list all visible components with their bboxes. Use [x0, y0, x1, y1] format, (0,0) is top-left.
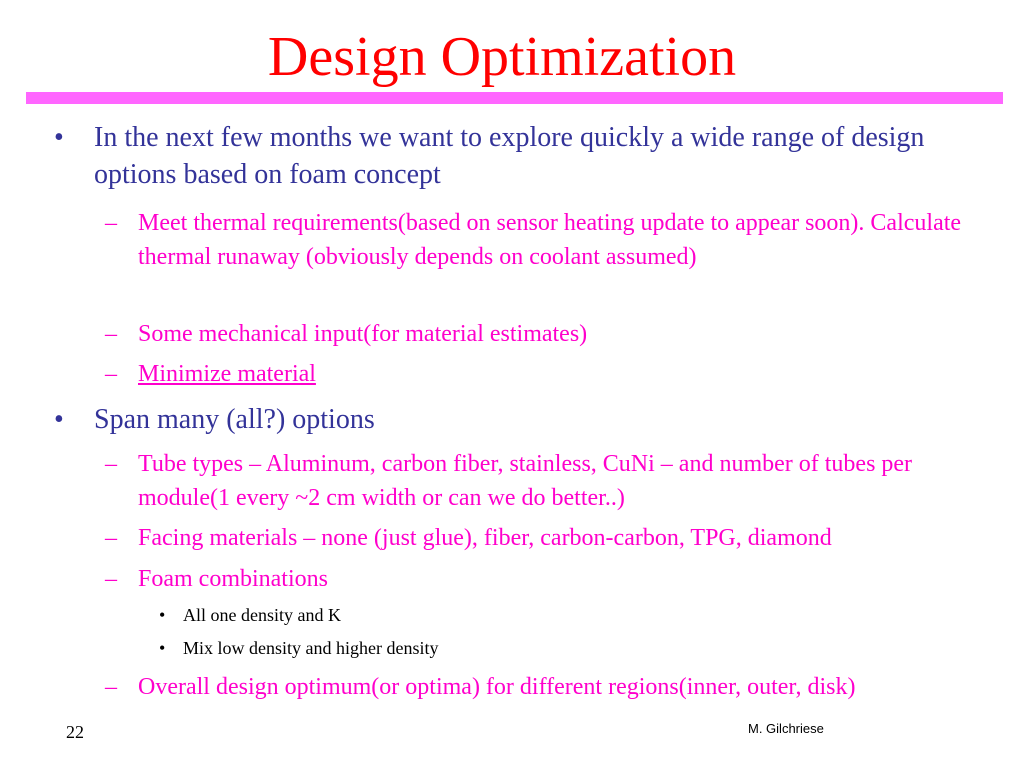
title-divider [26, 92, 1003, 104]
sub-sub-bullet-text: All one density and K [183, 605, 341, 625]
bullet-span-options [54, 401, 994, 438]
page-number: 22 [66, 722, 84, 742]
sub-bullet-text: Tube types – Aluminum, carbon fiber, stainless, CuNi – and number of tubes per module(1 every ~2 cm width or can we do better..) [138, 451, 913, 511]
sub-bullet-mechanical [105, 318, 978, 352]
sub-bullet-facing-materials [105, 522, 978, 556]
bullet-text: Span many (all?) options [94, 404, 375, 435]
minimize-material-link[interactable]: Minimize material [138, 361, 316, 387]
bullet-marker: • [54, 404, 64, 435]
dash-marker: – [105, 321, 117, 347]
dash-marker: – [105, 451, 117, 477]
sub-bullet-overall-design [105, 671, 978, 705]
sub-sub-bullet-one-density [159, 603, 943, 627]
bullet-text: In the next few months we want to explore quickly a wide range of design options based on foam concept [94, 122, 925, 190]
sub-bullet-text: Meet thermal requirements(based on sensor heating update to appear soon). Calculate thermal runaway (obviously depends on coolant assumed) [138, 210, 962, 270]
sub-bullet-text: Foam combinations [138, 566, 328, 592]
sub-bullet-text: Overall design optimum(or optima) for different regions(inner, outer, disk) [138, 674, 856, 700]
sub-bullet-thermal [105, 207, 978, 274]
bullet-marker: • [54, 122, 64, 153]
dash-marker: – [105, 361, 117, 387]
author-name: M. Gilchriese [748, 721, 824, 736]
sub-bullet-text: Facing materials – none (just glue), fiber, carbon-carbon, TPG, diamond [138, 525, 832, 551]
bullet-marker: • [159, 605, 166, 625]
sub-bullet-foam-combinations [105, 563, 978, 597]
dash-marker: – [105, 674, 117, 700]
bullet-explore-options [54, 119, 994, 193]
dash-marker: – [105, 566, 117, 592]
sub-bullet-text: Some mechanical input(for material estimates) [138, 321, 588, 347]
sub-sub-bullet-text: Mix low density and higher density [183, 638, 439, 658]
dash-marker: – [105, 525, 117, 551]
slide-title: Design Optimization [267, 26, 737, 88]
dash-marker: – [105, 210, 117, 236]
bullet-marker: • [159, 638, 166, 658]
sub-bullet-minimize-material [105, 358, 978, 392]
sub-sub-bullet-mix-density [159, 636, 943, 660]
sub-bullet-tube-types [105, 448, 978, 515]
